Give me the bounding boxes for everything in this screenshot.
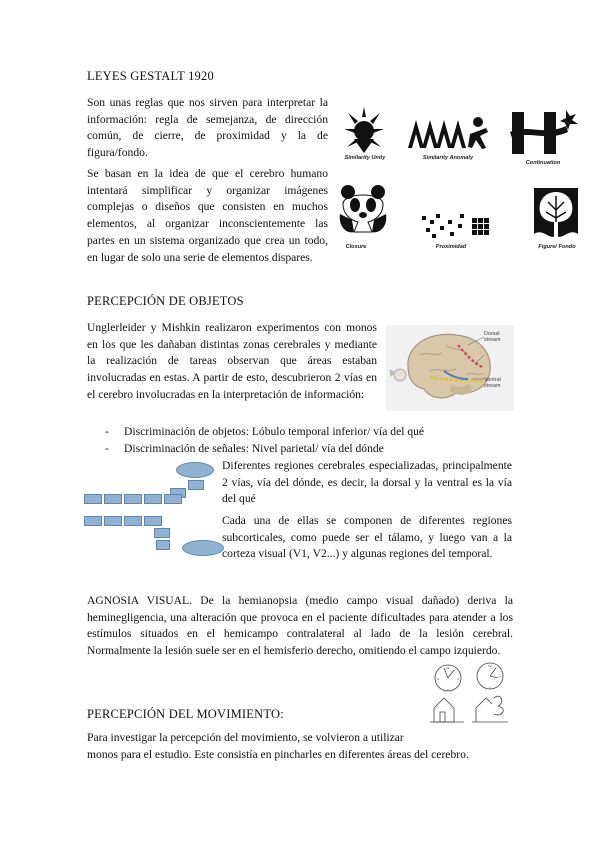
caption-similarity-unity: Similarity Unity xyxy=(344,155,386,161)
continuation-image xyxy=(508,106,580,158)
gestalt-paragraph-1: Son unas reglas que nos sirven para interpretar la información: regla de semejanza, de dirección común, de cierre, de proximidad y la de figura/fondo. xyxy=(87,96,328,160)
section-title-gestalt: LEYES GESTALT 1920 xyxy=(87,69,214,83)
pathways-flow-diagram xyxy=(84,460,222,570)
gestalt-examples-figure xyxy=(334,100,584,260)
list-item: - Discriminación de señales: Nivel parietal/ vía del dónde xyxy=(87,441,507,458)
similarity-anomaly-image xyxy=(404,114,492,152)
section-title-movimiento: PERCEPCIÓN DEL MOVIMIENTO: xyxy=(87,707,284,721)
brain-pathways-figure xyxy=(386,325,514,411)
ventral-stream-label: Ventral stream xyxy=(484,377,501,389)
svg-text:9: 9 xyxy=(437,677,439,681)
flow-node xyxy=(164,494,182,504)
proximity-image xyxy=(420,212,492,242)
heminegligence-drawings xyxy=(428,662,518,728)
flow-node xyxy=(104,516,122,526)
flow-node xyxy=(154,528,170,538)
flow-node-oval xyxy=(176,462,214,478)
closure-panda-image xyxy=(338,184,388,234)
movimiento-line-2: monos para el estudio. Este consistía en pincharles en diferentes áreas del cerebro. xyxy=(87,748,469,761)
svg-text:6: 6 xyxy=(489,686,491,690)
objetos-paragraph-3: Cada una de ellas se componen de diferentes regiones subcorticales, como puede ser el tálamo, y luego van a la corteza visual (V1, V2...) y algunas regiones del temporal. xyxy=(222,514,512,561)
agnosia-paragraph: AGNOSIA VISUAL. De la hemianopsia (medio campo visual dañado) deriva la heminegligencia, una alteración que provoca en el paciente dificultades para atender a los estímulos situados en el hemicampo contralateral al lado de la lesión cerebral. Normalmente la lesión suele ser en el hemisferio derecho, omitiendo el campo izquierdo. xyxy=(87,594,513,658)
flow-node xyxy=(104,494,122,504)
svg-text:12: 12 xyxy=(488,664,492,668)
caption-proximity: Proximidad xyxy=(435,244,467,250)
gestalt-paragraph-2: Se basan en la idea de que el cerebro humano intentará simplificar y organizar imágenes complejas o diseños que consisten en muchos elementos, al organizar inconscientemente las partes en un sistema organizado que crea un todo, en lugar de solo una serie de elementos dispares. xyxy=(87,167,328,264)
svg-text:3: 3 xyxy=(457,677,459,681)
objetos-paragraph-2: Diferentes regiones cerebrales especializadas, principalmente 2 vías, vía del dónde, es decir, la dorsal y la ventral es la vía del qué xyxy=(222,459,512,506)
section-title-objetos: PERCEPCIÓN DE OBJETOS xyxy=(87,294,244,308)
flow-node-oval xyxy=(182,540,224,556)
figure-ground-image xyxy=(534,188,578,242)
svg-text:3: 3 xyxy=(499,675,501,679)
svg-text:6: 6 xyxy=(447,688,449,692)
flow-node xyxy=(144,494,162,504)
flow-node xyxy=(188,480,204,490)
flow-node xyxy=(124,494,142,504)
flow-node xyxy=(144,516,162,526)
flow-node xyxy=(124,516,142,526)
caption-continuation: Continuation xyxy=(525,160,561,166)
flow-node xyxy=(84,494,102,504)
flow-node xyxy=(156,540,170,550)
list-item: - Discriminación de objetos: Lóbulo temporal inferior/ vía del qué xyxy=(87,424,507,441)
dorsal-stream-label: Dorsal stream xyxy=(484,331,501,343)
movimiento-line-1: Para investigar la percepción del movimiento, se volvieron a utilizar xyxy=(87,731,404,744)
caption-closure: Closure xyxy=(345,244,367,250)
similarity-unity-image xyxy=(342,105,386,155)
caption-similarity-anomaly: Similarity Anomaly xyxy=(422,155,474,161)
svg-text:12: 12 xyxy=(446,666,450,670)
flow-node xyxy=(84,516,102,526)
objetos-paragraph-1: Unglerleider y Mishkin realizaron experimentos con monos en los que les dañaban distintas zonas cerebrales y mediante la realización de tareas observan que áreas estaban involucradas en estas. A partir de esto, descubrieron 2 vías en el cerebro involucradas en la interpretación de información: xyxy=(87,321,377,401)
pathways-list xyxy=(87,424,507,457)
caption-figure-ground: Figure/ Fondo xyxy=(538,244,576,250)
